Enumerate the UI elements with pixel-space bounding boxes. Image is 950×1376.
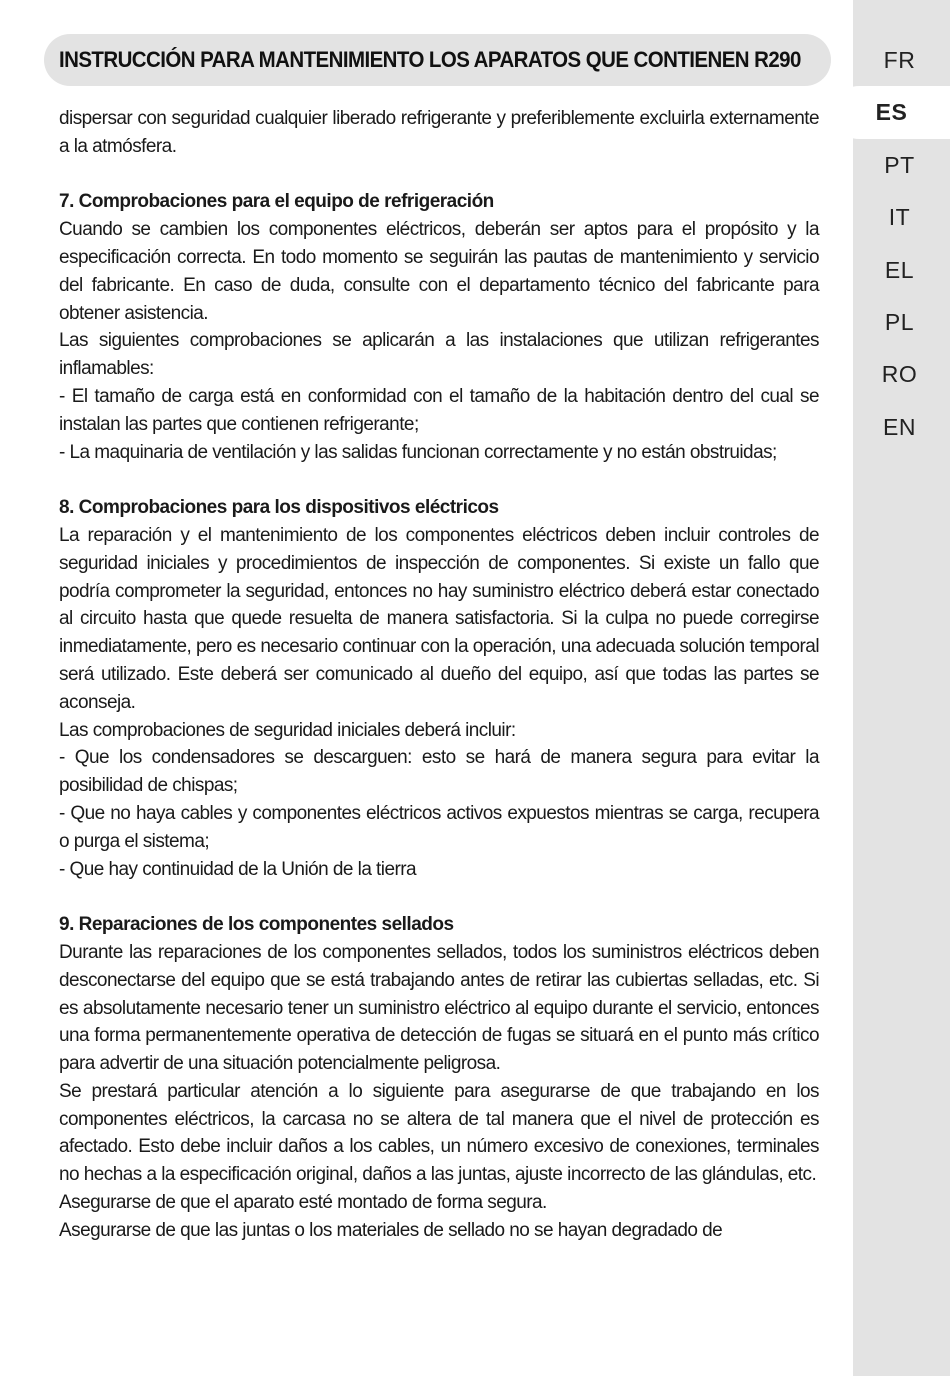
language-tab-fr[interactable]: FR xyxy=(883,47,916,73)
intro-paragraph: dispersar con seguridad cualquier liberado refrigerante y preferiblemente excluirla externamente a la atmósfera. xyxy=(59,108,819,157)
document-body xyxy=(59,105,819,1245)
spacer xyxy=(59,883,819,911)
page-title: INSTRUCCIÓN PARA MANTENIMIENTO LOS APARATOS QUE CONTIENEN R290 xyxy=(59,47,801,72)
language-tab-ro[interactable]: RO xyxy=(881,361,918,388)
section-8-paragraph-2: Las comprobaciones de seguridad iniciales deberá incluir: xyxy=(59,719,516,741)
section-8-paragraph-1: La reparación y el mantenimiento de los componentes eléctricos deben incluir controles de seguridad iniciales y procedimientos de inspección de componentes. Si existe un fallo que podría comprometer la seguridad, entonces no hay suministro eléctrico deberá estar conectado al circuito hasta que quede resuelta de manera satisfactoria. Si la culpa no puede corregirse inmediatamente, pero es necesario continuar con la operación, una adecuada solución temporal será utilizado. Este deberá ser comunicado al dueño del equipo, así que todas las partes se aconseja. xyxy=(59,524,819,713)
language-sidebar xyxy=(853,0,950,1376)
section-7-paragraph-1: Cuando se cambien los componentes eléctricos, deberán ser aptos para el propósito y la especificación correcta. En todo momento se seguirán las pautas de mantenimiento y servicio del fabricante. En caso de duda, consulte con el departamento técnico del fabricante para obtener asistencia. xyxy=(59,219,819,324)
section-7-paragraph-2: Las siguientes comprobaciones se aplicarán a las instalaciones que utilizan refrigerantes inflamables: xyxy=(59,330,819,380)
section-7-heading: 7. Comprobaciones para el equipo de refrigeración xyxy=(59,191,494,213)
language-tab-it[interactable]: IT xyxy=(888,204,911,231)
section-9-paragraph-3: Asegurarse de que el aparato esté montado de forma segura. xyxy=(59,1192,547,1214)
language-tab-es[interactable]: ES xyxy=(833,86,950,138)
page-header xyxy=(44,34,831,86)
language-tab-pl[interactable]: PL xyxy=(884,308,915,335)
section-9-paragraph-1: Durante las reparaciones de los componentes sellados, todos los suministros eléctricos deben desconectarse del equipo que se está trabajando antes de retirar las cubiertas selladas, etc. Si es absolutamente necesario tener un suministro eléctrico al equipo durante el servicio, entonces una forma permanentemente operativa de detección de fugas se situará en el punto más crítico para advertir de una situación potencialmente peligrosa. xyxy=(59,941,819,1075)
section-8-bullet-1: - Que los condensadores se descarguen: esto se hará de manera segura para evitar la posibilidad de chispas; xyxy=(59,747,819,797)
section-7-bullet-2: - La maquinaria de ventilación y las salidas funcionan correctamente y no están obstruidas; xyxy=(59,441,777,463)
section-9-heading: 9. Reparaciones de los componentes sellados xyxy=(59,914,454,936)
language-list xyxy=(853,34,950,453)
spacer xyxy=(59,466,819,494)
section-8-heading: 8. Comprobaciones para los dispositivos eléctricos xyxy=(59,497,499,519)
section-8-bullet-2: - Que no haya cables y componentes eléctricos activos expuestos mientras se carga, recupera o purga el sistema; xyxy=(59,802,819,852)
section-7-bullet-1: - El tamaño de carga está en conformidad con el tamaño de la habitación dentro del cual se instalan las partes que contienen refrigerante; xyxy=(59,385,819,435)
language-tab-el[interactable]: EL xyxy=(884,256,915,283)
section-9-paragraph-2: Se prestará particular atención a lo siguiente para asegurarse de que trabajando en los componentes eléctricos, la carcasa no se altera de tal manera que el nivel de protección es afectado. Esto debe incluir daños a los cables, un número excesivo de conexiones, terminales no hechas a la especificación original, daños a las juntas, ajuste incorrecto de las glándulas, etc. xyxy=(59,1080,819,1186)
section-9-paragraph-4: Asegurarse de que las juntas o los materiales de sellado no se hayan degradado de xyxy=(59,1219,723,1241)
language-tab-en[interactable]: EN xyxy=(883,413,916,440)
spacer xyxy=(59,161,819,189)
section-8-bullet-3: - Que hay continuidad de la Unión de la tierra xyxy=(59,858,417,880)
language-tab-pt[interactable]: PT xyxy=(884,151,915,178)
